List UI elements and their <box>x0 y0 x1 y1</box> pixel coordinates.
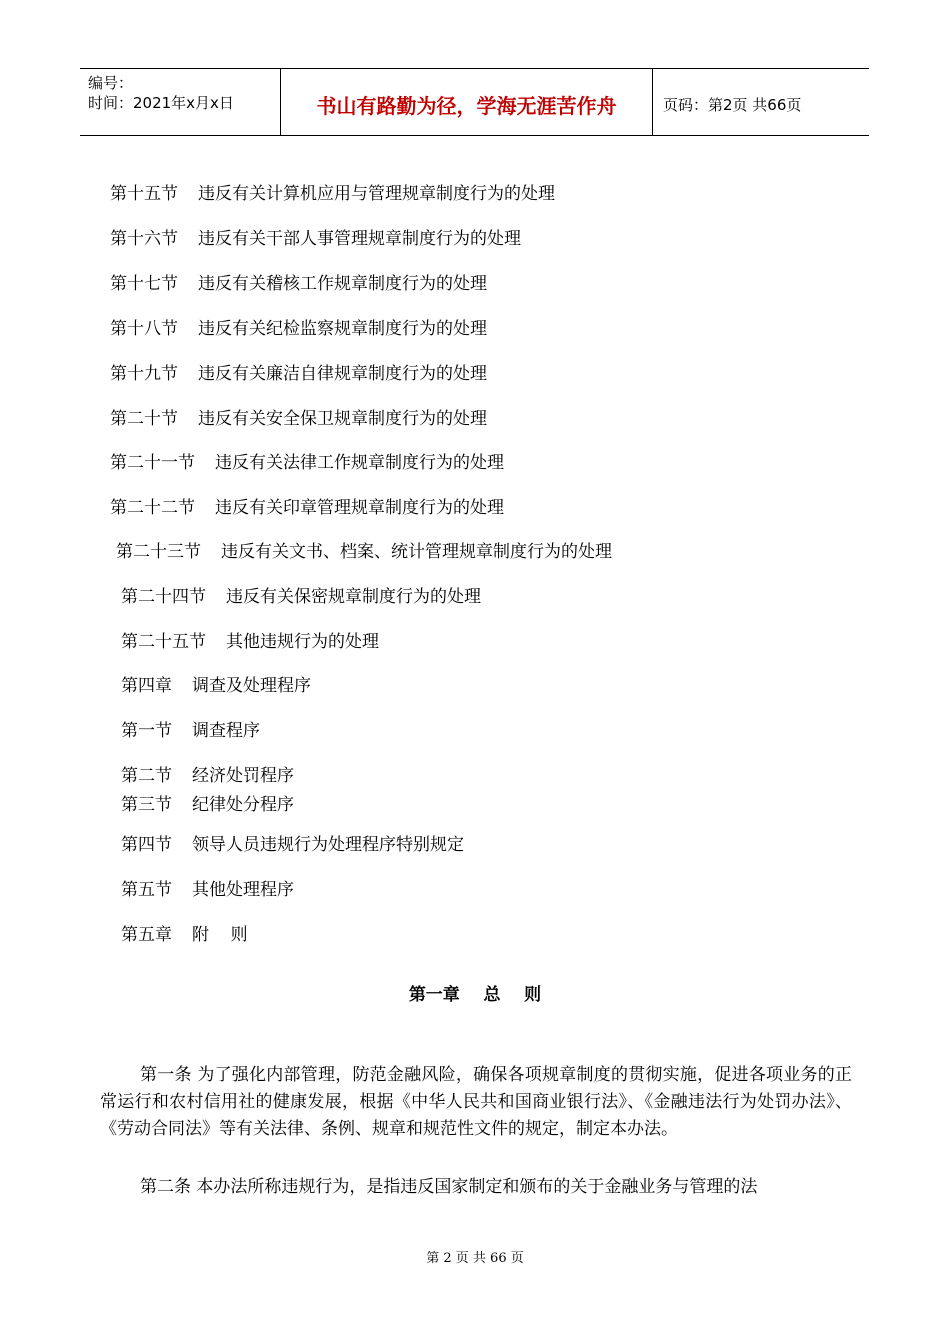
toc-entry-number: 第二节 <box>121 766 172 786</box>
toc-entry <box>110 363 487 385</box>
toc-entry-title: 纪律处分程序 <box>192 795 294 815</box>
toc-entry <box>121 586 481 608</box>
toc-entry <box>121 879 294 901</box>
toc-entry-number: 第二十五节 <box>121 632 206 652</box>
header-motto: 书山有路勤为径，学海无涯苦作舟 <box>281 69 653 135</box>
toc-entry <box>121 675 311 697</box>
toc-entry-number: 第三节 <box>121 795 172 815</box>
header-meta <box>80 69 281 135</box>
toc-entry-number: 第二十一节 <box>110 453 195 473</box>
toc-entry-number: 第二十三节 <box>116 542 201 562</box>
toc-entry <box>110 497 504 519</box>
toc-entry <box>121 720 260 742</box>
toc-entry-number: 第二十二节 <box>110 498 195 518</box>
toc-entry <box>110 273 487 295</box>
toc-entry-title: 违反有关安全保卫规章制度行为的处理 <box>198 409 487 429</box>
toc-entry-number: 第四节 <box>121 835 172 855</box>
toc-entry-title: 违反有关印章管理规章制度行为的处理 <box>215 498 504 518</box>
toc-entry-number: 第二十四节 <box>121 587 206 607</box>
toc-entry <box>110 183 555 205</box>
document-time-label: 时间：2021年x月x日 <box>88 94 234 112</box>
header-page-info: 页码：第2页 共66页 <box>663 95 802 114</box>
toc-entry-title: 经济处罚程序 <box>192 766 294 786</box>
toc-entry-title: 领导人员违规行为处理程序特别规定 <box>192 835 464 855</box>
toc-entry <box>110 228 521 250</box>
toc-entry <box>121 765 294 787</box>
page-header <box>80 68 869 136</box>
toc-entry <box>110 318 487 340</box>
article-paragraph-1: 第一条 为了强化内部管理，防范金融风险，确保各项规章制度的贯彻实施，促进各项业务的正常运行和农村信用社的健康发展，根据《中华人民共和国商业银行法》、《金融违法行为处罚办法》、《劳动合同法》等有关法律、条例、规章和规范性文件的规定，制定本办法。 <box>100 1065 852 1139</box>
toc-entry-number: 第十七节 <box>110 274 178 294</box>
toc-entry <box>116 541 612 563</box>
toc-entry-title: 附 则 <box>192 925 248 945</box>
toc-entry <box>110 452 504 474</box>
page-footer: 第 2 页 共 66 页 <box>426 1251 524 1266</box>
toc-entry-number: 第十九节 <box>110 364 178 384</box>
toc-entry <box>121 924 248 946</box>
toc-entry <box>121 794 294 816</box>
toc-entry-number: 第四章 <box>121 676 172 696</box>
toc-entry-number: 第二十节 <box>110 409 178 429</box>
toc-entry <box>121 631 379 653</box>
toc-entry <box>110 408 487 430</box>
toc-entry-title: 其他违规行为的处理 <box>226 632 379 652</box>
toc-entry-title: 调查及处理程序 <box>192 676 311 696</box>
toc-entry-number: 第十八节 <box>110 319 178 339</box>
article-paragraph-2: 第二条 本办法所称违规行为，是指违反国家制定和颁布的关于金融业务与管理的法 <box>140 1177 758 1197</box>
toc-entry-title: 违反有关计算机应用与管理规章制度行为的处理 <box>198 184 555 204</box>
toc-entry-number: 第十六节 <box>110 229 178 249</box>
toc-entry-title: 违反有关稽核工作规章制度行为的处理 <box>198 274 487 294</box>
toc-entry-number: 第五节 <box>121 880 172 900</box>
toc-entry-title: 违反有关干部人事管理规章制度行为的处理 <box>198 229 521 249</box>
toc-entry-number: 第十五节 <box>110 184 178 204</box>
toc-entry <box>121 834 464 856</box>
document-number-label: 编号： <box>88 74 134 92</box>
toc-entry-title: 违反有关保密规章制度行为的处理 <box>226 587 481 607</box>
toc-entry-title: 违反有关法律工作规章制度行为的处理 <box>215 453 504 473</box>
toc-entry-number: 第一节 <box>121 721 172 741</box>
toc-entry-number: 第五章 <box>121 925 172 945</box>
toc-entry-title: 违反有关纪检监察规章制度行为的处理 <box>198 319 487 339</box>
toc-entry-title: 违反有关文书、档案、统计管理规章制度行为的处理 <box>221 542 612 562</box>
toc-entry-title: 调查程序 <box>192 721 260 741</box>
chapter-title: 第一章 总 则 <box>408 985 542 1005</box>
toc-entry-title: 其他处理程序 <box>192 880 294 900</box>
toc-entry-title: 违反有关廉洁自律规章制度行为的处理 <box>198 364 487 384</box>
